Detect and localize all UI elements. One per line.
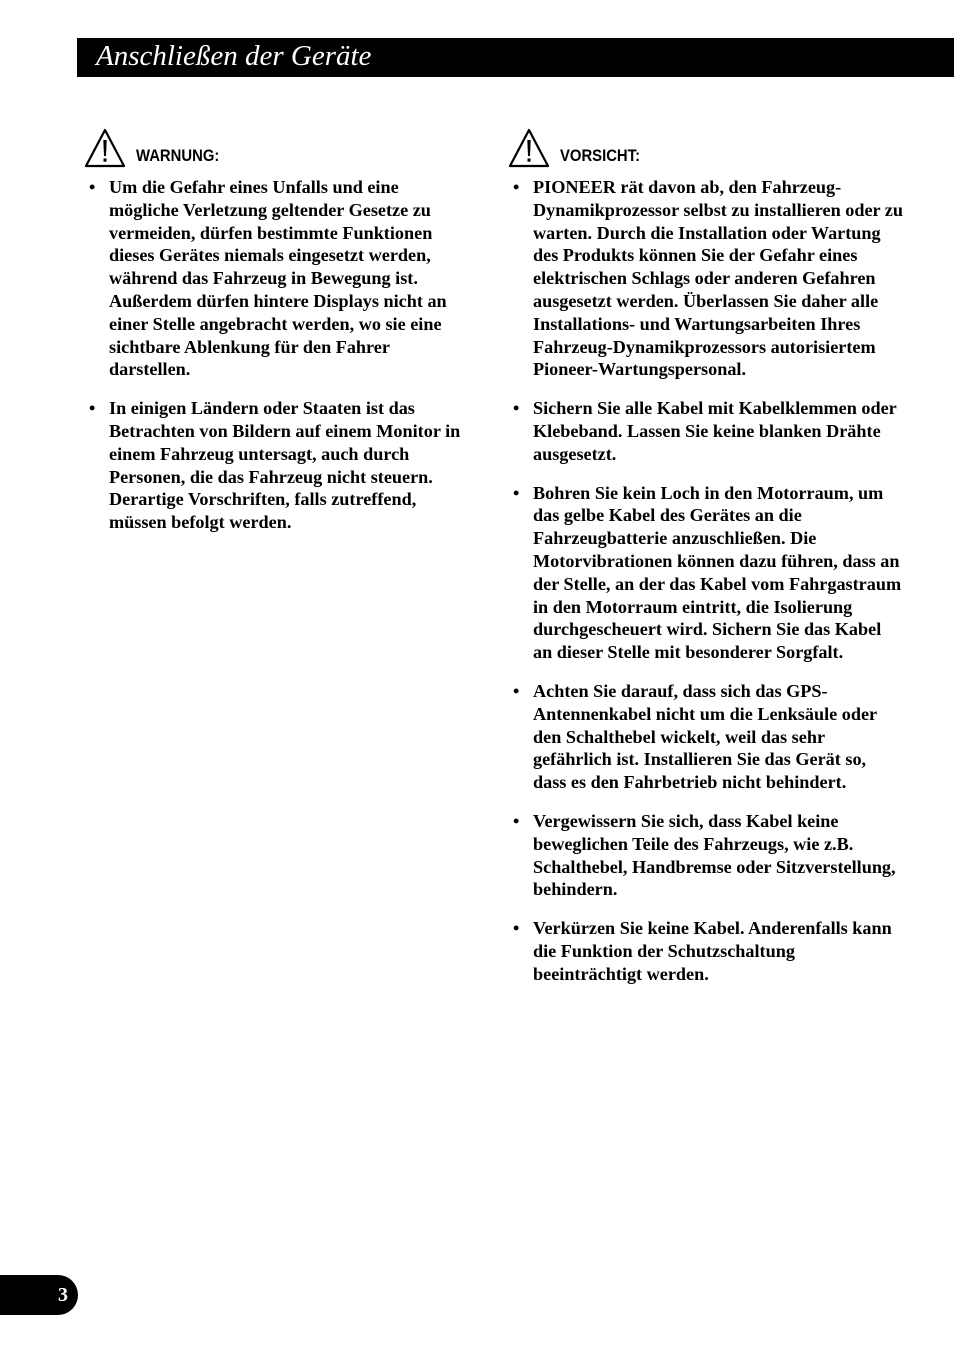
- caution-item: • Verkürzen Sie keine Kabel. Anderenfalls kann die Funktion der Schutzschaltung beeinträchtigt werden.: [508, 917, 903, 985]
- page-title: Anschließen der Geräte: [96, 40, 372, 72]
- caution-heading: [508, 124, 903, 168]
- section-header-bar: [77, 38, 954, 77]
- caution-item: • Achten Sie darauf, dass sich das GPS-Antennenkabel nicht um die Lenksäule oder den Schalthebel wickelt, weil das sehr gefährlich ist. Installieren Sie das Gerät so, dass es den Fahrbetrieb nicht behindert.: [508, 680, 903, 794]
- caution-list: [508, 176, 903, 986]
- caution-section: [508, 124, 903, 1002]
- page-number-tab: [0, 1275, 78, 1315]
- page-number: 3: [58, 1283, 68, 1306]
- caution-item: • Vergewissern Sie sich, dass Kabel keine beweglichen Teile des Fahrzeugs, wie z.B. Schalthebel, Handbremse oder Sitzverstellung, behindern.: [508, 810, 903, 901]
- warning-section: [84, 124, 469, 550]
- caution-item: • Sichern Sie alle Kabel mit Kabelklemmen oder Klebeband. Lassen Sie keine blanken Drähte ausgesetzt.: [508, 397, 903, 465]
- caution-item: • Bohren Sie kein Loch in den Motorraum, um das gelbe Kabel des Gerätes an die Fahrzeugbatterie anzuschließen. Die Motorvibrationen können dazu führen, dass an der Stelle, an der das Kabel vom Fahrgastraum in den Motorraum eintritt, die Isolierung durchgescheuert wird. Sichern Sie das Kabel an dieser Stelle mit besonderer Sorgfalt.: [508, 482, 903, 664]
- warning-heading: [84, 124, 469, 168]
- warning-item: • In einigen Ländern oder Staaten ist das Betrachten von Bildern auf einem Monitor in einem Fahrzeug untersagt, auch durch Personen, die das Fahrzeug nicht steuern. Derartige Vorschriften, falls zutreffend, müssen befolgt werden.: [84, 397, 469, 534]
- warning-list: [84, 176, 469, 534]
- warning-triangle-icon: [508, 128, 550, 168]
- warning-triangle-icon: [84, 128, 126, 168]
- caution-item: • PIONEER rät davon ab, den Fahrzeug-Dynamikprozessor selbst zu installieren oder zu warten. Durch die Installation oder Wartung des Produkts können Sie der Gefahr eines elektrischen Schlags oder anderen Gefahren ausgesetzt werden. Überlassen Sie daher alle Installations- und Wartungsarbeiten Ihres Fahrzeug-Dynamikprozessors autorisiertem Pioneer-Wartungspersonal.: [508, 176, 903, 381]
- warning-label: WARNUNG:: [136, 147, 220, 165]
- caution-label: VORSICHT:: [560, 147, 641, 165]
- warning-item: • Um die Gefahr eines Unfalls und eine mögliche Verletzung geltender Gesetze zu vermeiden, dürfen bestimmte Funktionen dieses Gerätes niemals eingesetzt werden, während das Fahrzeug in Bewegung ist. Außerdem dürfen hintere Displays nicht an einer Stelle angebracht werden, wo sie eine sichtbare Ablenkung für den Fahrer darstellen.: [84, 176, 469, 381]
